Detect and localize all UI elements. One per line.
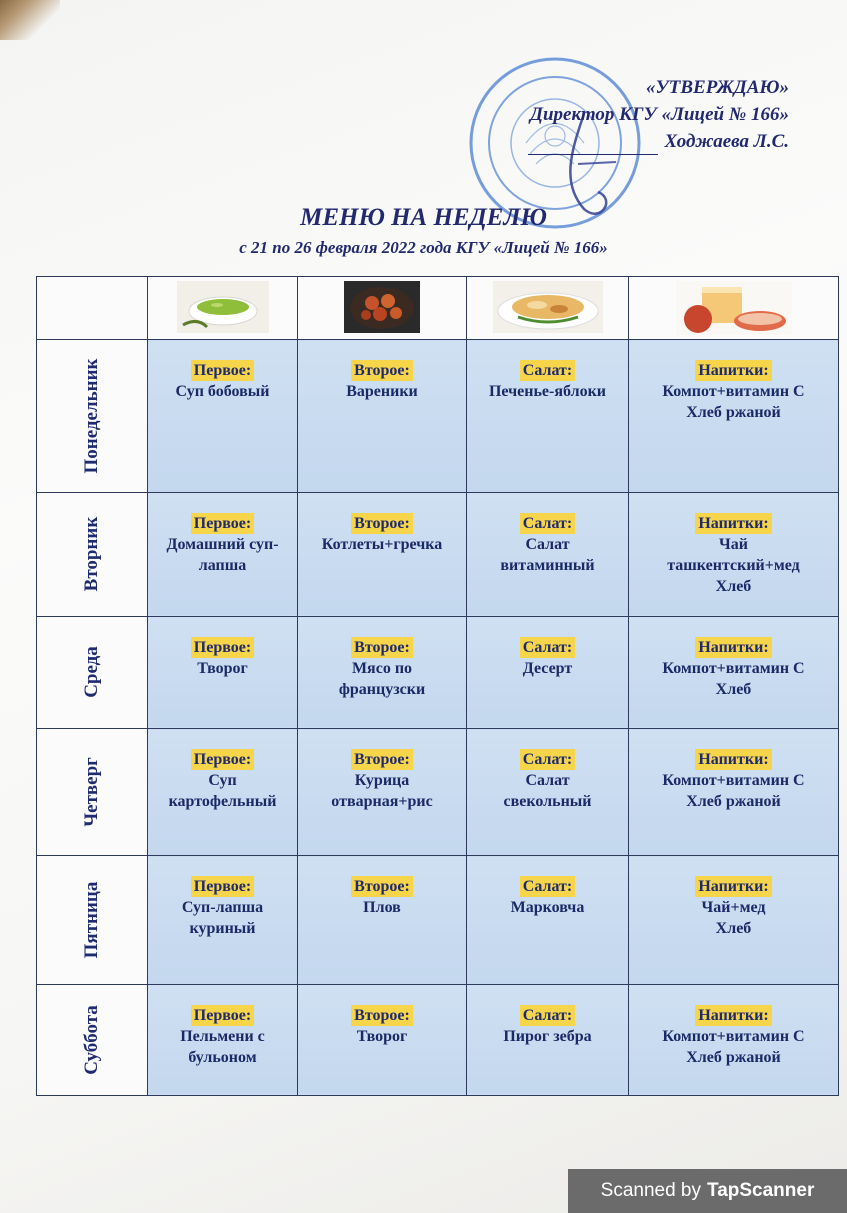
menu-cell [467, 492, 629, 616]
dish-name: Компот+витамин С Хлеб ржаной [662, 1027, 805, 1066]
category-label: Салат: [520, 513, 575, 534]
category-label: Первое: [191, 513, 254, 534]
menu-cell [298, 492, 467, 616]
dish-name: Компот+витамин С Хлеб ржаной [662, 383, 805, 422]
page-corner-shadow [0, 0, 60, 40]
menu-cell [629, 984, 839, 1095]
day-name: Суббота [81, 1005, 102, 1075]
approval-position: Директор КГУ «Лицей № 166» [529, 104, 789, 125]
image-header-row [37, 277, 839, 340]
approval-signatory: Ходжаева Л.С. [664, 131, 789, 152]
page-title: МЕНЮ НА НЕДЕЛЮ [300, 204, 547, 231]
category-label: Напитки: [695, 513, 771, 534]
day-name: Вторник [81, 516, 102, 592]
category-label: Напитки: [695, 749, 771, 770]
dish-name: Суп-лапша куриный [181, 899, 264, 938]
category-label: Первое: [191, 360, 254, 381]
menu-cell [148, 492, 298, 616]
day-label [37, 729, 148, 856]
day-label [37, 492, 148, 616]
menu-cell [467, 340, 629, 492]
menu-cell [148, 984, 298, 1095]
day-label [37, 616, 148, 728]
approval-block [528, 74, 789, 155]
menu-cell [467, 729, 629, 856]
category-label: Первое: [191, 1005, 254, 1026]
menu-cell [467, 856, 629, 984]
stew-pan-image [344, 281, 420, 333]
juice-apple-image [676, 281, 792, 335]
category-label: Первое: [191, 876, 254, 897]
salad-plate-image [493, 281, 603, 333]
menu-cell [148, 616, 298, 728]
header-image-fourth [629, 277, 839, 340]
day-row-thursday [37, 729, 839, 856]
menu-cell [298, 729, 467, 856]
menu-cell [148, 340, 298, 492]
corner-cell [37, 277, 148, 340]
day-label [37, 984, 148, 1095]
day-name: Среда [81, 646, 102, 699]
menu-cell [629, 492, 839, 616]
dish-name: Пельмени с бульоном [180, 1027, 265, 1066]
dish-name: Чай+мед Хлеб [701, 899, 766, 938]
watermark-prefix: Scanned by [600, 1180, 701, 1201]
category-label: Вторoе: [351, 749, 413, 770]
dish-name: Компот+витамин С Хлеб [662, 659, 805, 698]
day-row-friday [37, 856, 839, 984]
menu-cell [298, 984, 467, 1095]
dish-name: Пирог зебра [503, 1027, 592, 1045]
dish-name: Суп картофельный [168, 772, 277, 811]
approval-signature-line [528, 128, 789, 155]
day-name: Четверг [81, 757, 102, 828]
menu-cell [629, 616, 839, 728]
dish-name: Творог [356, 1027, 408, 1045]
dish-name: Плов [363, 899, 401, 917]
category-label: Салат: [520, 1005, 575, 1026]
category-label: Вторoе: [351, 876, 413, 897]
dish-name: Салат свекольный [503, 772, 592, 811]
dish-name: Котлеты+гречка [321, 535, 443, 553]
page-subtitle: с 21 по 26 февраля 2022 года КГУ «Лицей № 166» [239, 238, 608, 257]
category-label: Салат: [520, 360, 575, 381]
dish-name: Чай ташкентский+мед Хлеб [667, 535, 800, 595]
soup-bowl-image [177, 281, 269, 333]
dish-name: Мясо по французски [338, 659, 426, 698]
category-label: Первое: [191, 637, 254, 658]
menu-cell [148, 729, 298, 856]
menu-cell [298, 616, 467, 728]
category-label: Напитки: [695, 876, 771, 897]
watermark-brand: TapScanner [707, 1180, 815, 1201]
day-row-monday [37, 340, 839, 492]
dish-name: Десерт [522, 659, 573, 677]
category-label: Салат: [520, 876, 575, 897]
dish-name: Домашний суп- лапша [166, 535, 279, 574]
category-label: Напитки: [695, 360, 771, 381]
menu-cell [629, 729, 839, 856]
dish-name: Печенье-яблоки [488, 383, 607, 401]
header-image-first [148, 277, 298, 340]
menu-cell [298, 340, 467, 492]
category-label: Вторoе: [351, 1005, 413, 1026]
category-label: Вторoе: [351, 360, 413, 381]
header-image-second [298, 277, 467, 340]
header-image-third [467, 277, 629, 340]
day-row-wednesday [37, 616, 839, 728]
dish-name: Творог [197, 659, 248, 677]
signature-blank [528, 136, 658, 155]
dish-name: Вареники [346, 383, 418, 401]
menu-cell [148, 856, 298, 984]
dish-name: Компот+витамин С Хлеб ржаной [662, 772, 805, 811]
menu-cell [298, 856, 467, 984]
menu-cell [467, 984, 629, 1095]
category-label: Напитки: [695, 1005, 771, 1026]
scanner-watermark [568, 1169, 847, 1213]
weekly-menu-table [36, 276, 839, 1096]
day-label [37, 340, 148, 492]
category-label: Первое: [191, 749, 254, 770]
day-name: Пятница [81, 881, 102, 959]
category-label: Салат: [520, 749, 575, 770]
category-label: Напитки: [695, 637, 771, 658]
category-label: Вторoе: [351, 513, 413, 534]
dish-name: Курица отварная+рис [331, 772, 433, 811]
menu-cell [629, 340, 839, 492]
category-label: Вторoе: [351, 637, 413, 658]
day-row-saturday [37, 984, 839, 1095]
category-label: Салат: [520, 637, 575, 658]
menu-cell [467, 616, 629, 728]
menu-cell [629, 856, 839, 984]
approval-heading: «УТВЕРЖДАЮ» [646, 77, 789, 98]
day-name: Понедельник [81, 358, 102, 474]
day-label [37, 856, 148, 984]
day-row-tuesday [37, 492, 839, 616]
dish-name: Салат витаминный [500, 535, 595, 574]
dish-name: Марковча [510, 899, 585, 917]
dish-name: Суп бобовый [175, 383, 270, 401]
